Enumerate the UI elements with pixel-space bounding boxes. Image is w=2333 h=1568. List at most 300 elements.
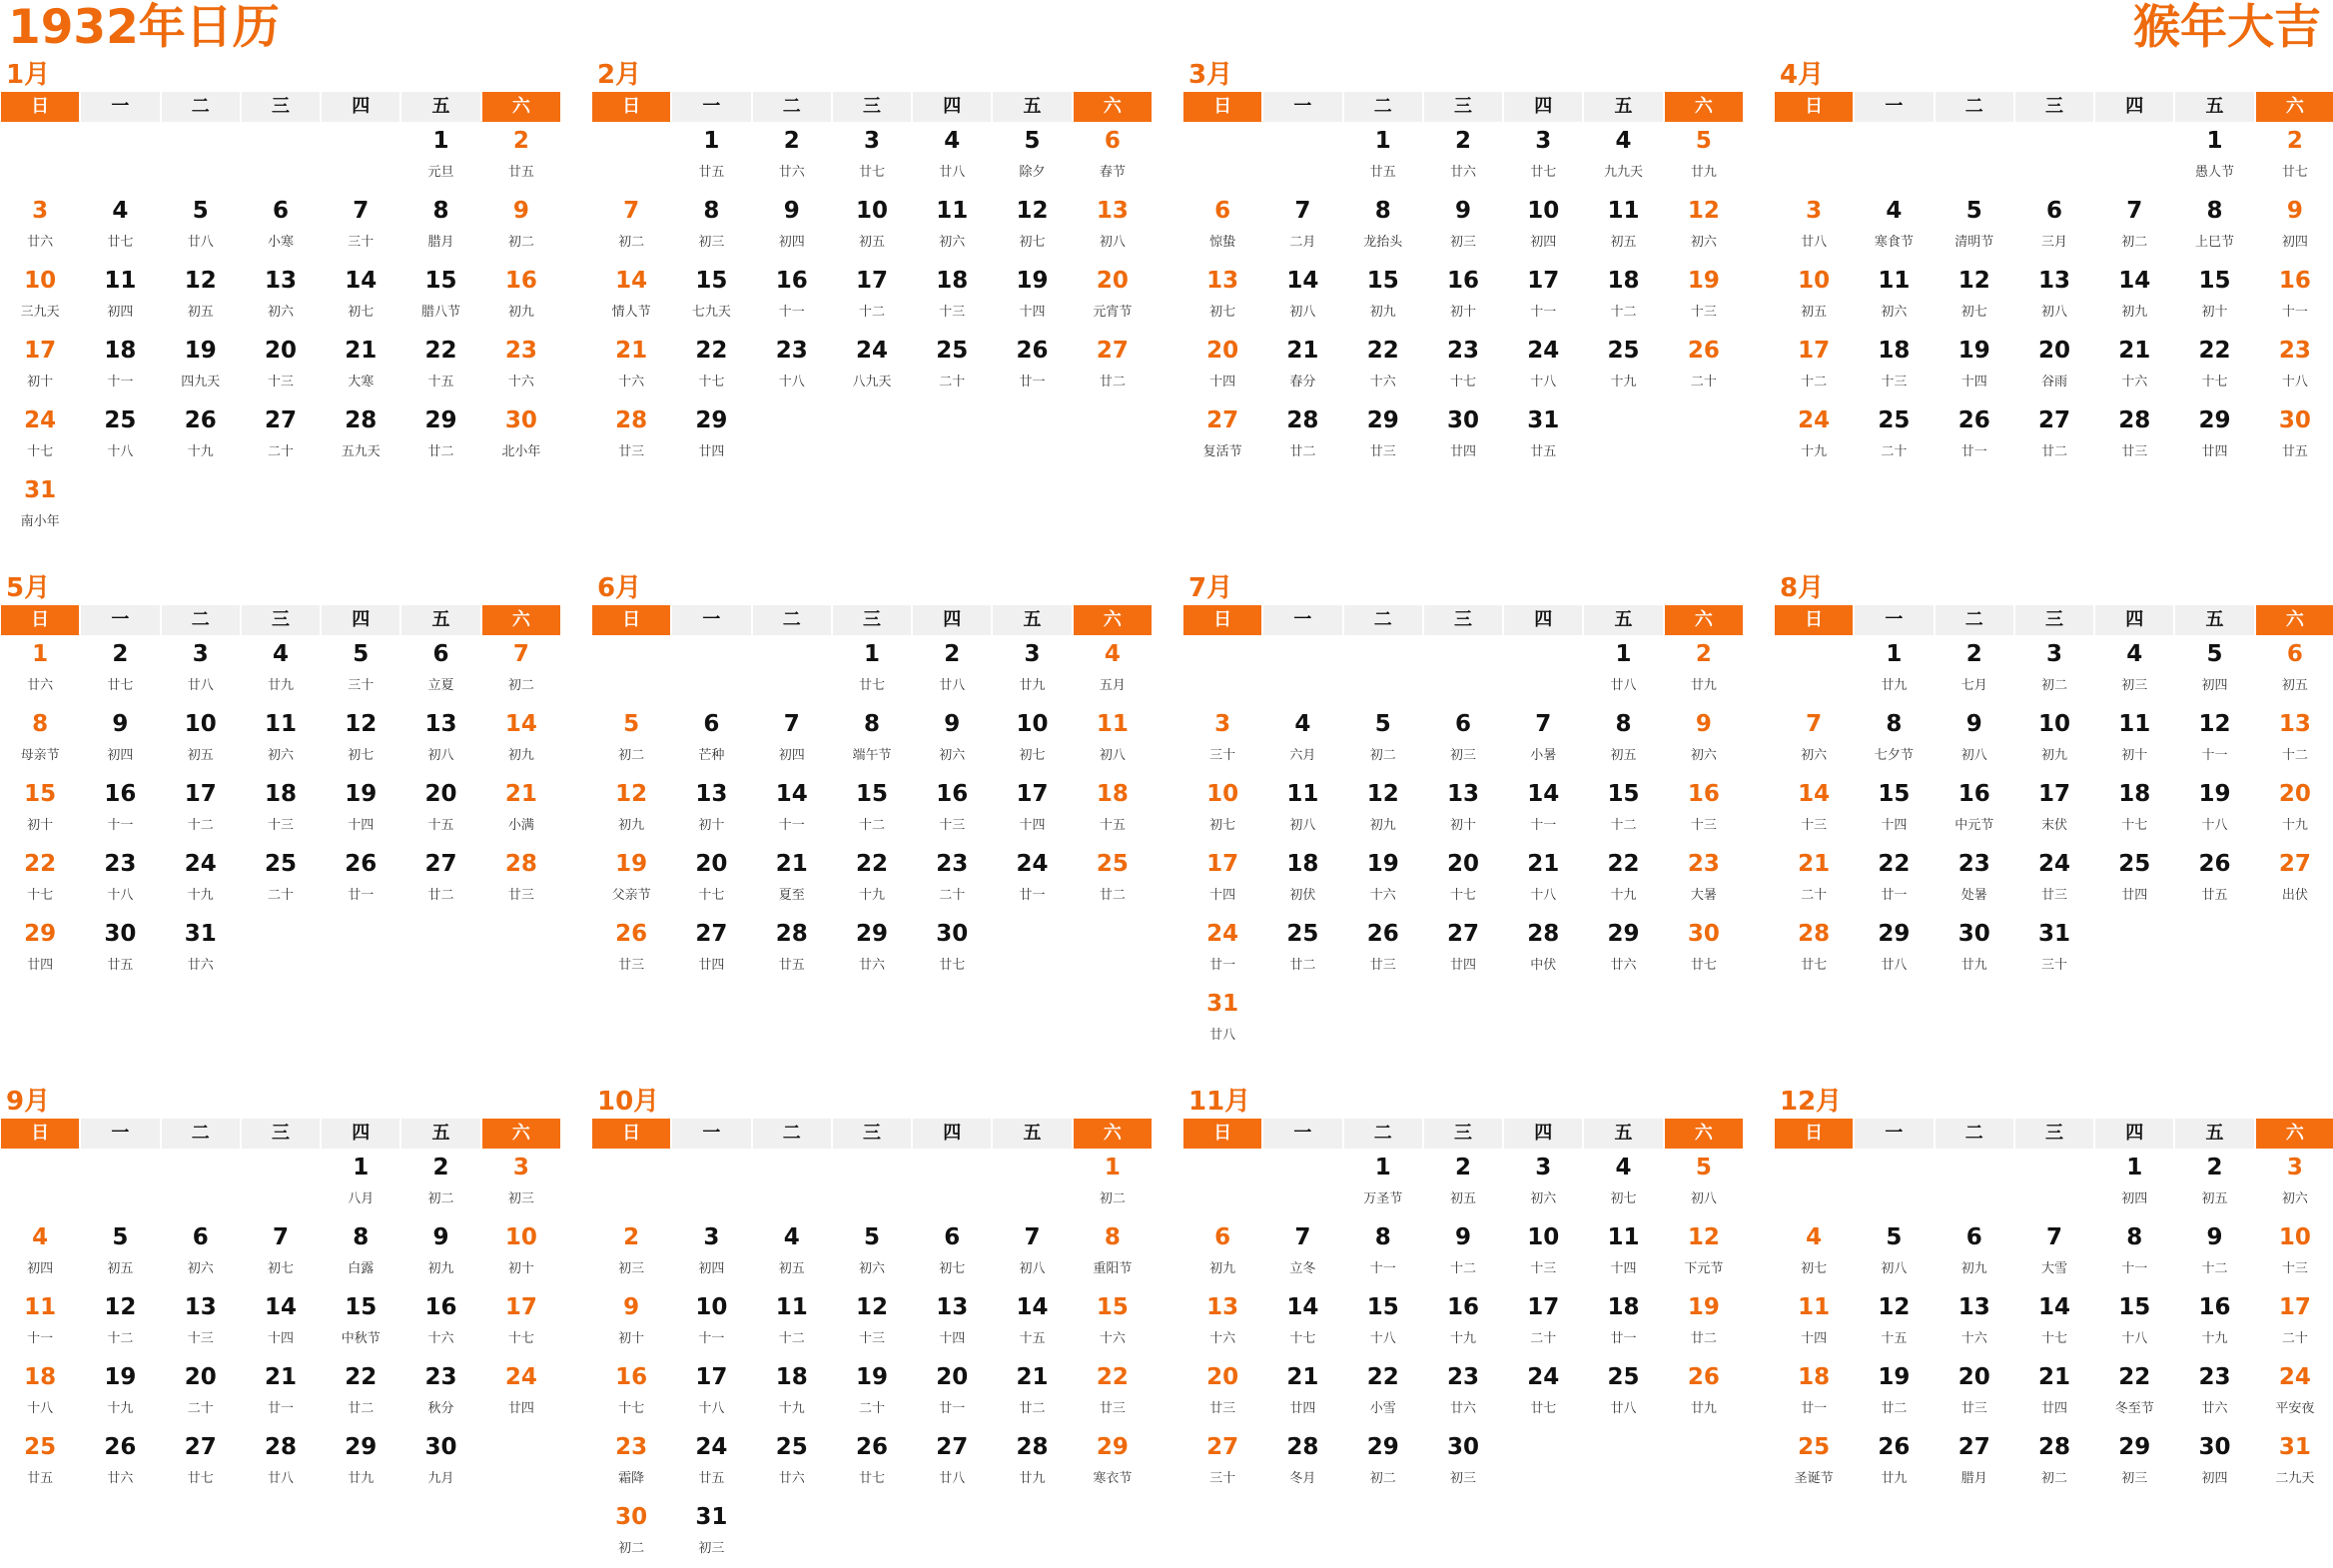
day-number: 26	[855, 1434, 888, 1460]
day-number: 10	[184, 711, 217, 737]
day-number: 27	[2278, 851, 2311, 877]
day-number: 17	[1527, 268, 1560, 294]
day-cell	[1583, 915, 1663, 985]
day-cell	[2094, 1288, 2174, 1358]
day-cell	[80, 401, 160, 471]
day-cell	[0, 1218, 80, 1288]
lunar-label: 十五	[1019, 1331, 1046, 1346]
lunar-label: 十九	[1449, 1331, 1476, 1346]
lunar-label: 十一	[1530, 305, 1557, 320]
day-number: 13	[2037, 268, 2070, 294]
day-number: 16	[615, 1364, 648, 1390]
day-cell	[2014, 401, 2094, 471]
day-number: 10	[504, 1224, 537, 1250]
lunar-label: 谷雨	[2040, 375, 2067, 390]
lunar-label: 廿四	[27, 958, 54, 973]
empty-cell	[321, 122, 400, 192]
day-cell	[161, 1218, 241, 1288]
day-number: 4	[2126, 641, 2143, 667]
day-number: 22	[24, 851, 57, 877]
lunar-label: 十三	[1801, 818, 1828, 833]
lunar-label: 初七	[348, 305, 375, 320]
day-number: 16	[104, 781, 137, 807]
lunar-label: 初八	[1019, 1261, 1046, 1276]
day-cell	[2255, 1358, 2333, 1428]
day-cell	[1073, 122, 1153, 192]
day-cell	[591, 845, 671, 915]
lunar-label: 廿七	[1530, 165, 1557, 180]
day-number: 8	[2206, 198, 2223, 224]
lunar-label: 初七	[1209, 818, 1236, 833]
day-cell	[912, 915, 992, 985]
lunar-label: 十四	[1610, 1261, 1637, 1276]
day-cell	[752, 1218, 832, 1288]
weekday-label: 二	[162, 1119, 240, 1149]
month-block	[591, 1085, 1153, 1568]
day-number: 27	[1957, 1434, 1990, 1460]
day-cell	[1343, 845, 1423, 915]
lunar-label: 十七	[618, 1401, 645, 1416]
day-number: 21	[775, 851, 808, 877]
day-cell	[1182, 1358, 1262, 1428]
day-number: 2	[2286, 128, 2303, 154]
day-number: 8	[1104, 1224, 1121, 1250]
day-number: 14	[2037, 1294, 2070, 1320]
month-name: 4月	[1780, 60, 1825, 90]
day-number: 21	[1527, 851, 1560, 877]
lunar-label: 十七	[2040, 1331, 2067, 1346]
empty-cell	[591, 1149, 671, 1218]
day-cell	[80, 635, 160, 705]
day-cell	[1664, 1358, 1744, 1428]
lunar-label: 中伏	[1530, 958, 1557, 973]
lunar-label: 初十	[2121, 748, 2148, 763]
day-number: 8	[1374, 1224, 1391, 1250]
lunar-label: 初十	[2201, 305, 2228, 320]
day-cell	[400, 705, 480, 775]
weekday-label: 一	[1263, 605, 1341, 635]
day-cell	[832, 1358, 912, 1428]
day-number: 25	[775, 1434, 808, 1460]
lunar-label: 十六	[618, 375, 645, 390]
day-cell	[1343, 1428, 1423, 1498]
day-number: 8	[1615, 711, 1632, 737]
day-grid	[1774, 1149, 2333, 1498]
day-number: 24	[184, 851, 217, 877]
lunar-label: 初三	[2121, 1471, 2148, 1486]
lunar-label: 十六	[1369, 375, 1396, 390]
day-cell	[481, 1358, 561, 1428]
lunar-label: 廿三	[618, 444, 645, 459]
lunar-label: 初八	[1690, 1191, 1717, 1206]
lunar-label: 初九	[1209, 1261, 1236, 1276]
day-number: 9	[1965, 711, 1982, 737]
day-number: 12	[855, 1294, 888, 1320]
lunar-label: 廿二	[348, 1401, 375, 1416]
day-cell	[1583, 635, 1663, 705]
day-cell	[1262, 705, 1342, 775]
lunar-label: 初三	[1449, 748, 1476, 763]
day-cell	[1664, 332, 1744, 401]
lunar-label: 初六	[1690, 235, 1717, 250]
weekday-label: 三	[2015, 605, 2093, 635]
day-cell	[832, 775, 912, 845]
day-cell	[832, 845, 912, 915]
lunar-label: 父亲节	[611, 888, 651, 903]
day-cell	[2014, 775, 2094, 845]
day-cell	[992, 1358, 1072, 1428]
day-number: 21	[2118, 338, 2151, 364]
day-cell	[80, 332, 160, 401]
day-number: 13	[264, 268, 297, 294]
day-cell	[1664, 845, 1744, 915]
lunar-label: 廿一	[1960, 444, 1987, 459]
lunar-label: 廿二	[2040, 444, 2067, 459]
day-cell	[1423, 845, 1503, 915]
day-cell	[241, 401, 321, 471]
day-number: 13	[1446, 781, 1479, 807]
lunar-label: 廿三	[1960, 1401, 1987, 1416]
lunar-label: 十六	[1099, 1331, 1126, 1346]
weekday-label: 一	[1855, 605, 1933, 635]
day-cell	[2014, 1218, 2094, 1288]
lunar-label: 初二	[618, 1541, 645, 1556]
day-cell	[1073, 1358, 1153, 1428]
day-cell	[992, 1288, 1072, 1358]
day-cell	[2094, 1218, 2174, 1288]
day-cell	[1664, 262, 1744, 332]
lunar-label: 八月	[348, 1191, 375, 1206]
day-number: 8	[1374, 198, 1391, 224]
day-number: 14	[1016, 1294, 1049, 1320]
lunar-label: 十三	[187, 1331, 214, 1346]
day-cell	[832, 915, 912, 985]
weekday-header	[0, 1119, 561, 1149]
empty-cell	[752, 1149, 832, 1218]
day-cell	[80, 192, 160, 262]
day-number: 4	[783, 1224, 800, 1250]
day-number: 10	[1798, 268, 1831, 294]
day-number: 28	[2037, 1434, 2070, 1460]
day-number: 20	[424, 781, 457, 807]
day-number: 6	[1214, 1224, 1231, 1250]
day-number: 14	[1798, 781, 1831, 807]
day-number: 23	[1687, 851, 1720, 877]
day-cell	[1583, 1358, 1663, 1428]
lunar-label: 十四	[1801, 1331, 1828, 1346]
lunar-label: 廿四	[1449, 444, 1476, 459]
day-number: 4	[944, 128, 961, 154]
day-cell	[241, 775, 321, 845]
lunar-label: 初七	[348, 748, 375, 763]
day-number: 15	[2118, 1294, 2151, 1320]
day-number: 12	[1957, 268, 1990, 294]
lunar-label: 秋分	[427, 1401, 454, 1416]
lunar-label: 十三	[267, 818, 294, 833]
lunar-label: 初六	[1881, 305, 1908, 320]
lunar-label: 十七	[1289, 1331, 1316, 1346]
lunar-label: 廿七	[1690, 958, 1717, 973]
lunar-label: 十五	[1881, 1331, 1908, 1346]
day-cell	[161, 845, 241, 915]
lunar-label: 廿五	[698, 165, 725, 180]
day-cell	[2094, 1358, 2174, 1428]
day-number: 12	[1016, 198, 1049, 224]
day-grid	[1774, 635, 2333, 985]
lunar-label: 十四	[1209, 375, 1236, 390]
weekday-label: 四	[913, 1119, 991, 1149]
day-cell	[400, 1288, 480, 1358]
lunar-label: 十八	[778, 375, 805, 390]
day-number: 7	[1294, 198, 1311, 224]
day-number: 20	[1957, 1364, 1990, 1390]
lunar-label: 十四	[348, 818, 375, 833]
day-cell	[1073, 1288, 1153, 1358]
lunar-label: 圣诞节	[1794, 1471, 1834, 1486]
weekday-label: 六	[1665, 1119, 1743, 1149]
lunar-label: 初八	[2040, 305, 2067, 320]
day-cell	[321, 1149, 400, 1218]
lunar-label: 元宵节	[1093, 305, 1133, 320]
lunar-label: 十一	[698, 1331, 725, 1346]
day-number: 23	[1957, 851, 1990, 877]
day-number: 2	[512, 128, 529, 154]
lunar-label: 廿五	[27, 1471, 54, 1486]
day-cell	[1935, 845, 2014, 915]
weekday-label: 一	[1855, 1119, 1933, 1149]
lunar-label: 九月	[427, 1471, 454, 1486]
day-cell	[241, 705, 321, 775]
lunar-label: 廿六	[27, 678, 54, 693]
day-number: 6	[1104, 128, 1121, 154]
day-cell	[2255, 635, 2333, 705]
lunar-label: 廿四	[698, 958, 725, 973]
empty-cell	[591, 635, 671, 705]
lunar-label: 初八	[1289, 818, 1316, 833]
lunar-label: 初五	[1449, 1191, 1476, 1206]
lunar-label: 十三	[939, 305, 966, 320]
day-number: 23	[936, 851, 969, 877]
day-cell	[671, 915, 751, 985]
day-number: 19	[2198, 781, 2231, 807]
day-number: 17	[1798, 338, 1831, 364]
lunar-label: 大暑	[1690, 888, 1717, 903]
day-number: 23	[2198, 1364, 2231, 1390]
day-number: 14	[264, 1294, 297, 1320]
day-cell	[912, 775, 992, 845]
day-number: 11	[1798, 1294, 1831, 1320]
weekday-label: 六	[1074, 605, 1152, 635]
day-cell	[2014, 635, 2094, 705]
lunar-label: 廿六	[858, 958, 885, 973]
weekday-label: 一	[672, 92, 750, 122]
day-cell	[161, 635, 241, 705]
day-grid	[1182, 1149, 1744, 1498]
empty-cell	[1774, 122, 1854, 192]
lunar-label: 初七	[939, 1261, 966, 1276]
day-cell	[80, 775, 160, 845]
day-cell	[1343, 401, 1423, 471]
day-cell	[1583, 1218, 1663, 1288]
day-cell	[1854, 1428, 1934, 1498]
lunar-label: 廿八	[1209, 1028, 1236, 1043]
day-number: 15	[424, 268, 457, 294]
day-cell	[1935, 1288, 2014, 1358]
lunar-label: 十七	[1449, 375, 1476, 390]
day-cell	[321, 1428, 400, 1498]
day-cell	[161, 192, 241, 262]
lunar-label: 中元节	[1954, 818, 1994, 833]
day-cell	[1664, 635, 1744, 705]
day-number: 25	[1607, 1364, 1640, 1390]
day-cell	[321, 401, 400, 471]
lunar-label: 十九	[107, 1401, 134, 1416]
day-number: 4	[1615, 128, 1632, 154]
day-cell	[80, 1288, 160, 1358]
day-number: 16	[2198, 1294, 2231, 1320]
lunar-label: 二月	[1289, 235, 1316, 250]
day-cell	[1182, 1218, 1262, 1288]
day-cell	[1343, 332, 1423, 401]
day-number: 24	[1527, 338, 1560, 364]
day-cell	[1854, 915, 1934, 985]
day-number: 23	[2278, 338, 2311, 364]
lunar-label: 十四	[939, 1331, 966, 1346]
lunar-label: 廿三	[1099, 1401, 1126, 1416]
day-cell	[400, 775, 480, 845]
day-number: 28	[504, 851, 537, 877]
day-cell	[321, 262, 400, 332]
day-cell	[992, 705, 1072, 775]
weekday-label: 二	[1936, 92, 2013, 122]
day-number: 6	[432, 641, 449, 667]
day-cell	[2255, 1218, 2333, 1288]
lunar-label: 初七	[1209, 305, 1236, 320]
day-cell	[1423, 705, 1503, 775]
day-number: 5	[863, 1224, 880, 1250]
lunar-label: 十五	[427, 375, 454, 390]
day-cell	[1664, 122, 1744, 192]
day-number: 20	[1206, 338, 1239, 364]
weekday-label: 五	[401, 1119, 479, 1149]
lunar-label: 初二	[618, 748, 645, 763]
day-number: 5	[1024, 128, 1041, 154]
lunar-label: 二十	[1801, 888, 1828, 903]
page-title: 1932年日历	[8, 0, 280, 55]
day-cell	[591, 775, 671, 845]
lunar-label: 十八	[698, 1401, 725, 1416]
lunar-label: 小暑	[1530, 748, 1557, 763]
day-number: 6	[2286, 641, 2303, 667]
day-cell	[2094, 705, 2174, 775]
day-number: 22	[1607, 851, 1640, 877]
lunar-label: 十一	[2121, 1261, 2148, 1276]
day-number: 21	[345, 338, 378, 364]
day-number: 22	[1366, 338, 1399, 364]
weekday-label: 一	[1855, 92, 1933, 122]
day-cell	[2014, 332, 2094, 401]
day-cell	[2174, 1428, 2254, 1498]
day-cell	[2094, 192, 2174, 262]
lunar-label: 初八	[1881, 1261, 1908, 1276]
day-cell	[400, 192, 480, 262]
weekday-label: 五	[2175, 605, 2253, 635]
lunar-label: 廿五	[1369, 165, 1396, 180]
month-name: 10月	[597, 1087, 660, 1117]
lunar-label: 十二	[107, 1331, 134, 1346]
lunar-label: 廿三	[1209, 1401, 1236, 1416]
lunar-label: 初五	[1610, 748, 1637, 763]
weekday-label: 二	[1936, 605, 2013, 635]
day-cell	[1423, 1218, 1503, 1288]
day-number: 21	[504, 781, 537, 807]
day-cell	[1423, 122, 1503, 192]
lunar-label: 初伏	[1289, 888, 1316, 903]
day-cell	[481, 775, 561, 845]
lunar-label: 末伏	[2040, 818, 2067, 833]
day-number: 29	[345, 1434, 378, 1460]
lunar-label: 五九天	[341, 444, 381, 459]
day-number: 27	[1206, 407, 1239, 433]
day-cell	[752, 192, 832, 262]
weekday-label: 二	[1344, 92, 1422, 122]
month-name: 11月	[1188, 1087, 1251, 1117]
lunar-label: 廿八	[939, 678, 966, 693]
weekday-label: 三	[1424, 1119, 1502, 1149]
lunar-label: 二十	[1530, 1331, 1557, 1346]
day-number: 6	[1965, 1224, 1982, 1250]
day-number: 7	[353, 198, 370, 224]
day-cell	[161, 1358, 241, 1428]
lunar-label: 初七	[1801, 1261, 1828, 1276]
day-number: 11	[2118, 711, 2151, 737]
day-cell	[1583, 1149, 1663, 1218]
day-cell	[241, 1428, 321, 1498]
day-number: 1	[2126, 1155, 2143, 1180]
day-number: 31	[1527, 407, 1560, 433]
day-number: 3	[1535, 128, 1552, 154]
lunar-label: 十六	[2121, 375, 2148, 390]
day-cell	[1854, 401, 1934, 471]
day-cell	[1343, 192, 1423, 262]
month-name: 1月	[6, 60, 51, 90]
weekday-label: 二	[1936, 1119, 2013, 1149]
lunar-label: 廿一	[348, 888, 375, 903]
weekday-label: 三	[833, 1119, 911, 1149]
lunar-label: 十二	[1610, 818, 1637, 833]
lunar-label: 廿九	[1960, 958, 1987, 973]
day-number: 12	[104, 1294, 137, 1320]
day-number: 28	[2118, 407, 2151, 433]
day-cell	[1774, 1218, 1854, 1288]
day-number: 1	[703, 128, 720, 154]
lunar-label: 十八	[2121, 1331, 2148, 1346]
lunar-label: 十四	[1019, 818, 1046, 833]
weekday-label: 五	[401, 605, 479, 635]
day-number: 15	[855, 781, 888, 807]
day-cell	[1073, 705, 1153, 775]
day-cell	[1774, 1288, 1854, 1358]
weekday-header	[1182, 1119, 1744, 1149]
day-cell	[1774, 915, 1854, 985]
day-number: 11	[1878, 268, 1911, 294]
day-cell	[161, 401, 241, 471]
day-cell	[1664, 1149, 1744, 1218]
day-cell	[1182, 192, 1262, 262]
day-number: 13	[1206, 268, 1239, 294]
lunar-label: 廿五	[1530, 444, 1557, 459]
day-cell	[2094, 1149, 2174, 1218]
